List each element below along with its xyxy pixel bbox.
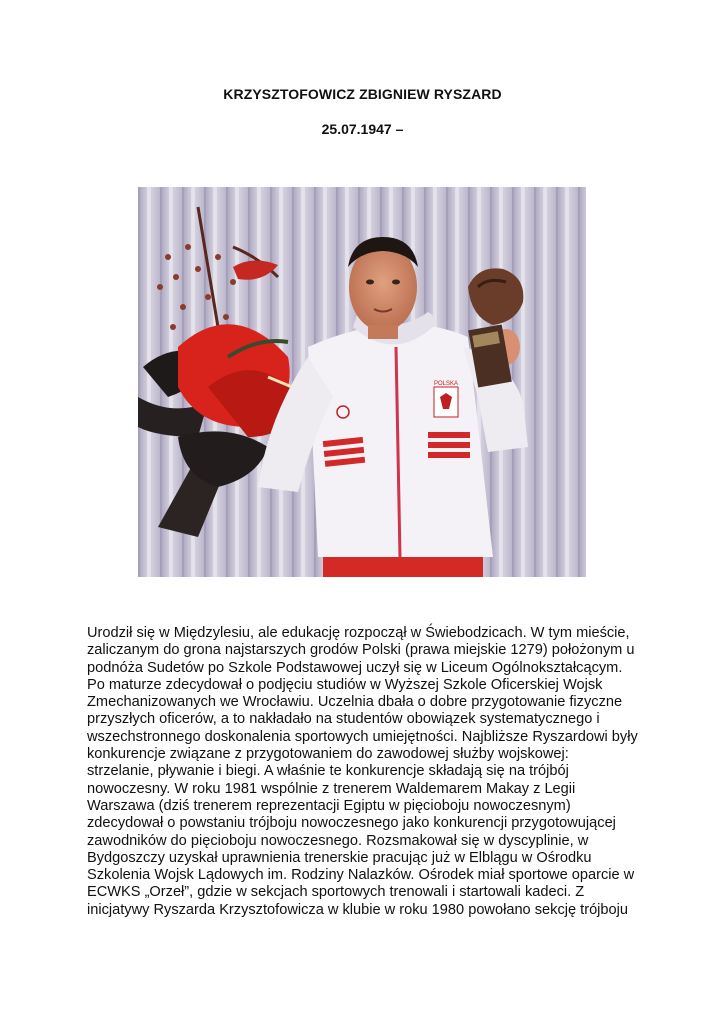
paragraph-line: ECWKS „Orzeł”, gdzie w sekcjach sportowych trenowali i startowali kadeci. Z bbox=[87, 884, 585, 901]
paragraph-line: strzelanie, pływanie i biegi. A właśnie te konkurencje składają się na trójbój bbox=[87, 763, 569, 780]
paragraph-line: inicjatywy Ryszarda Krzysztofowicza w klubie w roku 1980 powołano sekcję trójboju bbox=[87, 901, 629, 918]
paragraph-line: przyszłych oficerów, a to nakładało na studentów obowiązek systematycznego i bbox=[87, 711, 600, 728]
paragraph-line: Urodził się w Międzylesiu, ale edukację rozpoczął w Świebodzicach. W tym mieście, bbox=[87, 625, 630, 641]
paragraph-line: podnóża Sudetów po Szkole Podstawowej uczył się w Liceum Ogólnokształcącym. bbox=[87, 659, 623, 676]
paragraph-line: wszechstronnego doskonalenia sportowych umiejętności. Najbliższe Ryszardowi były bbox=[87, 728, 638, 745]
paragraph-line: Warszawa (dziś trenerem reprezentacji Egiptu w pięcioboju nowoczesnym) bbox=[87, 797, 571, 814]
page-title: KRZYSZTOFOWICZ ZBIGNIEW RYSZARD bbox=[223, 86, 502, 102]
paragraph-line: konkurencje związane z przygotowaniem do zawodowej służby wojskowej: bbox=[87, 746, 569, 763]
paragraph-line: Bydgoszczy uzyskał uprawnienia trenerskie pracując już w Elblągu w Ośrodku bbox=[87, 849, 592, 866]
portrait-photo bbox=[138, 187, 586, 577]
biography-paragraph bbox=[87, 625, 647, 919]
paragraph-line: zawodników do pięcioboju nowoczesnego. Rozsmakował się w dyscyplinie, w bbox=[87, 832, 589, 849]
portrait-illustration bbox=[138, 187, 586, 577]
jacket-badge-text: POLSKA bbox=[433, 381, 459, 387]
paragraph-line: zaliczanym do grona najstarszych grodów Polski (prawa miejskie 1279) położonym u bbox=[87, 642, 635, 659]
paragraph-line: nowoczesny. W roku 1981 wspólnie z trenerem Waldemarem Makay z Legii bbox=[87, 780, 576, 797]
life-dates: 25.07.1947 – bbox=[321, 121, 404, 137]
paragraph-line: Po maturze zdecydował o podjęciu studiów w Wyższej Szkole Oficerskiej Wojsk bbox=[87, 676, 603, 693]
paragraph-line: zdecydował o powstaniu trójboju nowoczesnego jako konkurencji przygotowującej bbox=[87, 815, 616, 832]
paragraph-line: Zmechanizowanych we Wrocławiu. Uczelnia dbała o dobre przygotowanie fizyczne bbox=[87, 694, 623, 711]
paragraph-line: Szkolenia Wojsk Lądowych im. Rodziny Nalazków. Ośrodek miał sportowe oparcie w bbox=[87, 867, 635, 884]
